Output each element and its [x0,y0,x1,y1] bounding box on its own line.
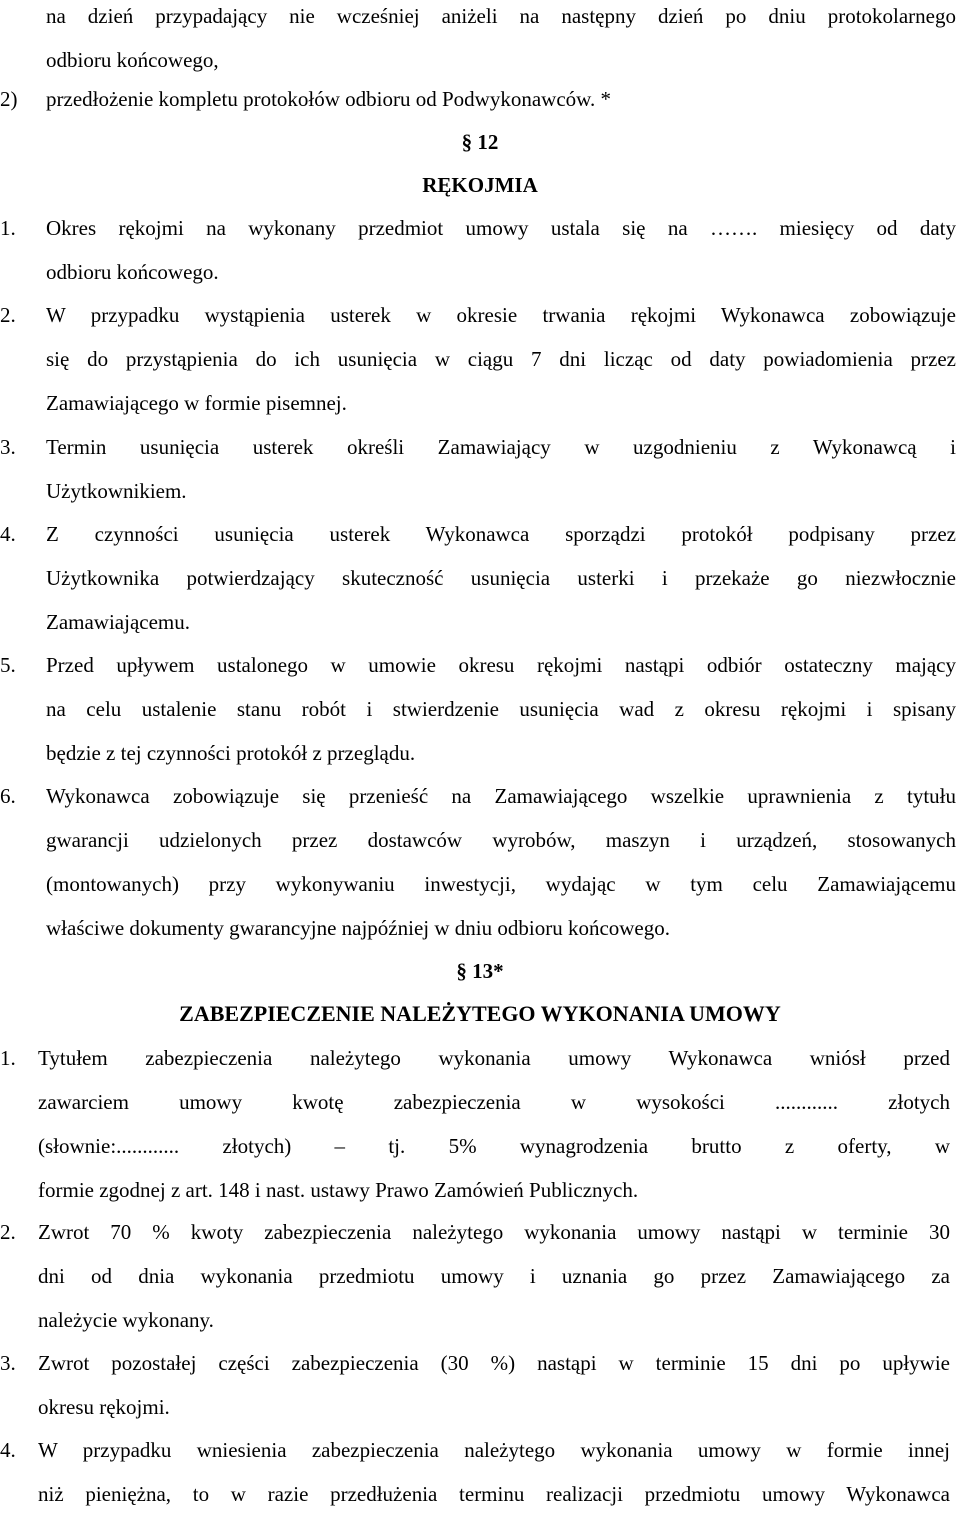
list-item [0,643,956,775]
text-line: Przed upływem ustalonego w umowie okresu rękojmi nastąpi odbiór ostateczny mający [46,653,956,677]
text-line: odbioru końcowego. [46,260,219,284]
text-line: formie zgodnej z art. 148 i nast. ustawy Prawo Zamówień Publicznych. [38,1178,639,1202]
section-title: RĘKOJMIA [422,173,538,197]
text-line: okresu rękojmi. [38,1395,170,1419]
list-number: 1. [0,1046,16,1070]
list-number: 4. [0,1438,16,1462]
text-line: W przypadku wystąpienia usterek w okresie trwania rękojmi Wykonawca zobowiązuje [46,303,956,327]
text-line: Wykonawca zobowiązuje się przenieść na Zamawiającego wszelkie uprawnienia z tytułu [46,784,956,808]
list-item [0,1210,950,1342]
intro-list-item [0,77,960,121]
intro-paragraph [46,0,956,82]
text-line: niż pieniężna, to w razie przedłużenia terminu realizacji przedmiotu umowy Wykonawca [38,1482,950,1506]
section-title: ZABEZPIECZENIE NALEŻYTEGO WYKONANIA UMOWY [179,1001,781,1026]
section-number: § 13* [456,959,504,983]
text-line: odbioru końcowego, [46,48,219,72]
text-line: się do przystąpienia do ich usunięcia w ciągu 7 dni licząc od daty powiadomienia przez [46,347,956,371]
text-line: dni od dnia wykonania przedmiotu umowy i uznania go przez Zamawiającego za [38,1264,950,1288]
text-line: Termin usunięcia usterek określi Zamawiający w uzgodnieniu z Wykonawcą i [46,435,956,459]
text-line: W przypadku wniesienia zabezpieczenia należytego wykonania umowy w formie innej [38,1438,950,1462]
text-line: Zamawiającemu. [46,610,191,634]
list-number: 2. [0,1220,16,1244]
text-line: Zwrot 70 % kwoty zabezpieczenia należytego wykonania umowy nastąpi w terminie 30 [38,1220,950,1244]
list-number: 4. [0,522,16,546]
text-line: Użytkownika potwierdzający skuteczność usunięcia usterki i przekaże go niezwłocznie [46,566,956,590]
list-number: 2. [0,303,16,327]
text-line: gwarancji udzielonych przez dostawców wyrobów, maszyn i urządzeń, stosowanych [46,828,956,852]
list-number: 1. [0,216,16,240]
list-item [0,1036,950,1212]
list-number: 3. [0,1351,16,1375]
text-line: przedłożenie kompletu protokołów odbioru od Podwykonawców. * [46,87,611,111]
section-number: § 12 [461,130,499,154]
list-item [0,512,956,644]
text-line: należycie wykonany. [38,1308,214,1332]
text-line: na dzień przypadający nie wcześniej aniżeli na następny dzień po dniu protokolarnego [46,4,956,28]
text-line: Okres rękojmi na wykonany przedmiot umowy ustala się na ……. miesięcy od daty [46,216,956,240]
text-line: na celu ustalenie stanu robót i stwierdzenie usunięcia wad z okresu rękojmi i spisany [46,697,956,721]
text-line: będzie z tej czynności protokół z przeglądu. [46,741,416,765]
text-line: Z czynności usunięcia usterek Wykonawca sporządzi protokół podpisany przez [46,522,956,546]
text-line: Użytkownikiem. [46,479,187,503]
text-line: (montowanych) przy wykonywaniu inwestycji, wydając w tym celu Zamawiającemu [46,872,956,896]
list-item [0,425,956,513]
list-item [0,1341,950,1429]
text-line: Zamawiającego w formie pisemnej. [46,391,347,415]
list-number: 2) [0,87,18,111]
text-line: (słownie:............ złotych) – tj. 5% wynagrodzenia brutto z oferty, w [38,1134,950,1158]
list-number: 5. [0,653,16,677]
list-item [0,1428,950,1516]
list-number: 6. [0,784,16,808]
list-number: 3. [0,435,16,459]
text-line: właściwe dokumenty gwarancyjne najpóźniej w dniu odbioru końcowego. [46,916,671,940]
list-item [0,206,956,294]
text-line: Zwrot pozostałej części zabezpieczenia (30 %) nastąpi w terminie 15 dni po upływie [38,1351,950,1375]
list-item [0,774,956,950]
list-item [0,293,956,425]
text-line: zawarciem umowy kwotę zabezpieczenia w wysokości ............ złotych [38,1090,950,1114]
text-line: Tytułem zabezpieczenia należytego wykonania umowy Wykonawca wniósł przed [38,1046,950,1070]
